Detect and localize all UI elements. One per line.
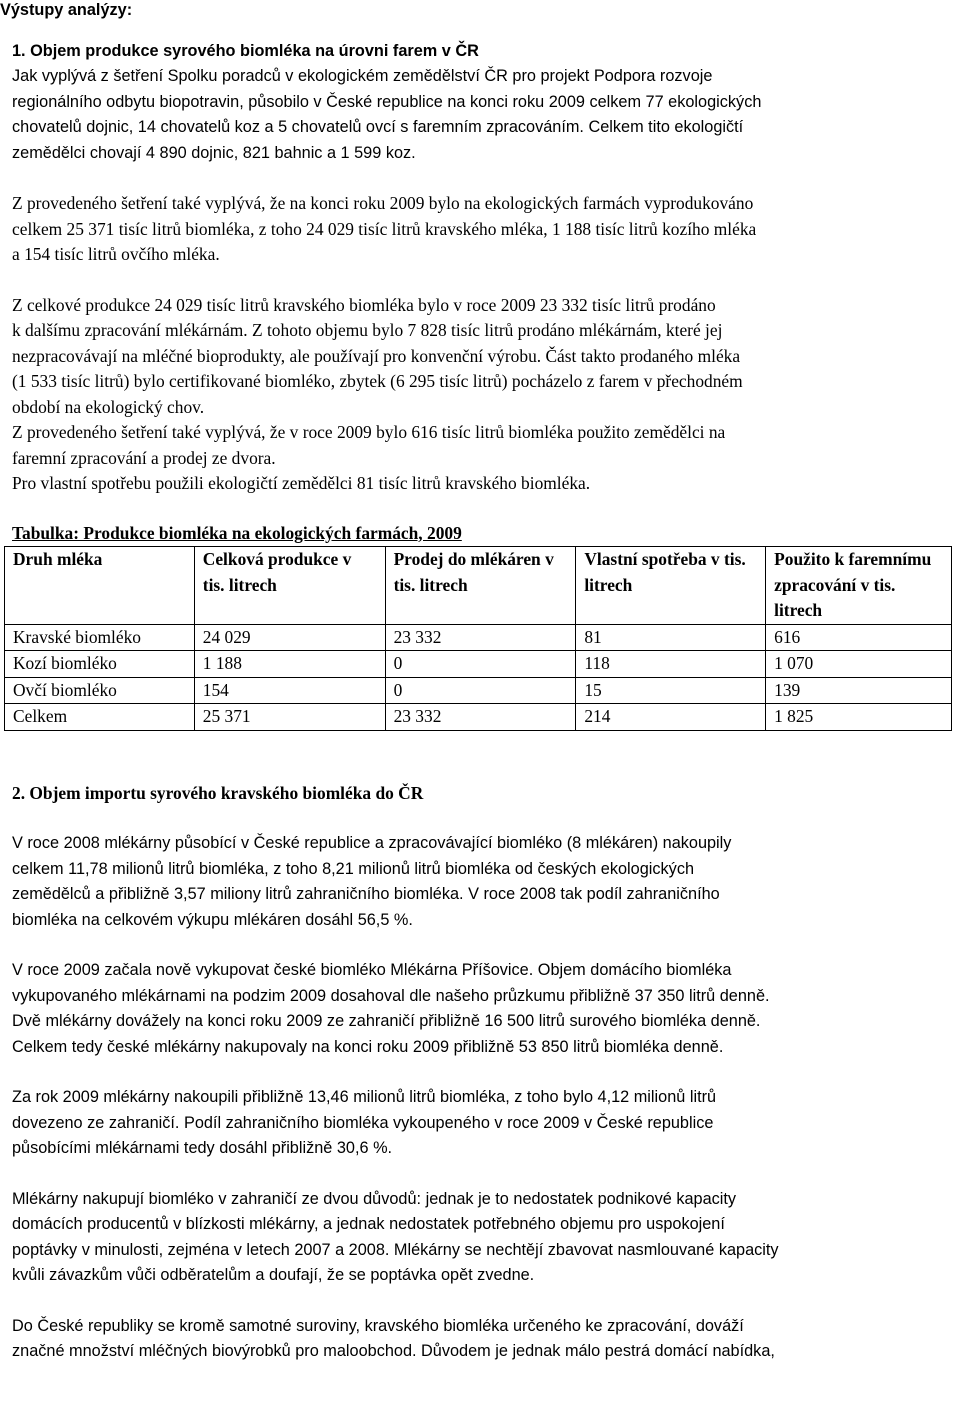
text-line: V roce 2008 mlékárny působící v České republice a zpracovávající biomléko (8 mlékáren) nakoupily bbox=[12, 834, 732, 852]
text-line: Z provedeného šetření také vyplývá, že v roce 2009 bylo 616 tisíc litrů biomléka použito zemědělci na bbox=[12, 422, 726, 442]
table-header-row bbox=[5, 547, 952, 625]
page-heading: Výstupy analýzy: bbox=[0, 1, 133, 19]
table-cell: 0 bbox=[385, 677, 576, 704]
paragraph-import-2008 bbox=[12, 831, 950, 933]
header-total: Celková produkce v tis. litrech bbox=[194, 547, 385, 625]
section-1-title: 1. Objem produkce syrového biomléka na úrovni farem v ČR bbox=[12, 41, 479, 60]
text-line: Dvě mlékárny dovážely na konci roku 2009 ze zahraničí přibližně 16 500 litrů surového biomléka denně. bbox=[12, 1012, 761, 1030]
table-cell: 81 bbox=[576, 624, 766, 651]
table-row bbox=[5, 704, 952, 731]
text-line: biomléka na celkovém výkupu mlékáren dosáhl 56,5 %. bbox=[12, 910, 413, 929]
table-cell: Celkem bbox=[5, 704, 195, 731]
text-line: zemědělců a přibližně 3,57 miliony litrů zahraničního biomléka. V roce 2008 tak podíl zahraničního bbox=[12, 885, 720, 903]
text-line: dovezeno ze zahraničí. Podíl zahraničního biomléka vykoupeného v roce 2009 v České republice bbox=[12, 1113, 714, 1132]
text-line: Z celkové produkce 24 029 tisíc litrů kravského biomléka bylo v roce 2009 23 332 tisíc litrů prodáno bbox=[12, 294, 716, 315]
table-row bbox=[5, 651, 952, 678]
header-sold-dairies: Prodej do mlékáren v tis. litrech bbox=[385, 547, 576, 625]
table-cell: 23 332 bbox=[385, 704, 576, 731]
text-line: k dalšímu zpracování mlékárnám. Z tohoto objemu bylo 7 828 tisíc litrů prodáno mlékárnám, které jej bbox=[12, 320, 723, 340]
table-cell: 23 332 bbox=[385, 624, 576, 651]
text-line: a 154 tisíc litrů ovčího mléka. bbox=[12, 244, 220, 264]
table-cell: Kravské biomléko bbox=[5, 624, 195, 651]
header-own-use: Vlastní spotřeba v tis. litrech bbox=[576, 547, 766, 625]
text-line: Celkem tedy české mlékárny nakupovaly na konci roku 2009 přibližně 53 850 litrů biomléka denně. bbox=[12, 1037, 724, 1056]
text-line: Jak vyplývá z šetření Spolku poradců v ekologickém zemědělství ČR pro projekt Podpora rozvoje bbox=[12, 67, 713, 85]
table-row bbox=[5, 624, 952, 651]
table-cell: 1 188 bbox=[194, 651, 385, 678]
text-line: celkem 11,78 milionů litrů biomléka, z toho 8,21 milionů litrů biomléka od českých ekologických bbox=[12, 859, 695, 878]
table-cell: 154 bbox=[194, 677, 385, 704]
text-line: Mlékárny nakupují biomléko v zahraničí ze dvou důvodů: jednak je to nedostatek podnikové kapacity bbox=[12, 1189, 737, 1208]
header-milk-type: Druh mléka bbox=[5, 547, 195, 625]
table-cell: 214 bbox=[576, 704, 766, 731]
text-line: vykupovaného mlékárnami na podzim 2009 dosahoval dle našeho průzkumu přibližně 37 350 litrů denně. bbox=[12, 986, 770, 1005]
section-1 bbox=[12, 39, 950, 167]
table-row bbox=[5, 677, 952, 704]
text-line: nezpracovávají na mléčné bioprodukty, ale používají pro konvenční výrobu. Část takto prodaného mléka bbox=[12, 345, 741, 366]
paragraph-sales bbox=[12, 293, 950, 497]
text-line: poptávky v minulosti, zejména v letech 2007 a 2008. Mlékárny se nechtějí zbavovat nasmlouvané kapacity bbox=[12, 1240, 779, 1259]
text-line: Pro vlastní spotřebu použili ekologičtí zemědělci 81 tisíc litrů kravského biomléka. bbox=[12, 473, 591, 493]
table-cell: 118 bbox=[576, 651, 766, 678]
section-2-title: 2. Objem importu syrového kravského biomléka do ČR bbox=[12, 782, 424, 803]
table-cell: 1 825 bbox=[766, 704, 952, 731]
table-cell: 1 070 bbox=[766, 651, 952, 678]
paragraph-import-2009 bbox=[12, 958, 950, 1060]
paragraph-production bbox=[12, 191, 950, 268]
text-line: faremní zpracování a prodej ze dvora. bbox=[12, 447, 276, 468]
table-cell: 15 bbox=[576, 677, 766, 704]
text-line: období na ekologický chov. bbox=[12, 396, 205, 417]
table-cell: Kozí biomléko bbox=[5, 651, 195, 678]
text-line: regionálního odbytu biopotravin, působilo v České republice na konci roku 2009 celkem 77 ekologických bbox=[12, 92, 762, 111]
table-cell: 0 bbox=[385, 651, 576, 678]
text-line: kvůli závazkům vůči odběratelům a doufají, že se poptávka opět zvedne. bbox=[12, 1266, 535, 1284]
text-line: Z provedeného šetření také vyplývá, že na konci roku 2009 bylo na ekologických farmách vyprodukováno bbox=[12, 193, 754, 213]
text-line: (1 533 tisíc litrů) bylo certifikované biomléko, zbytek (6 295 tisíc litrů) pocházelo z farem v přechodném bbox=[12, 371, 743, 391]
text-line: značné množství mléčných biovýrobků pro maloobchod. Důvodem je jednak málo pestrá domácí nabídka, bbox=[12, 1342, 775, 1360]
text-line: domácích producentů v blízkosti mlékárny, a jednak nedostatek potřebného objemu pro uspokojení bbox=[12, 1215, 725, 1233]
text-line: Za rok 2009 mlékárny nakoupili přibližně 13,46 milionů litrů biomléka, z toho bylo 4,12 milionů litrů bbox=[12, 1088, 717, 1106]
text-line: chovatelů dojnic, 14 chovatelů koz a 5 chovatelů ovcí s faremním zpracováním. Celkem tito ekologičtí bbox=[12, 118, 744, 136]
paragraph-reasons bbox=[12, 1187, 950, 1289]
text-line: Do České republiky se kromě samotné suroviny, kravského biomléka určeného ke zpracování, dováží bbox=[12, 1316, 744, 1335]
text-line: V roce 2009 začala nově vykupovat české biomléko Mlékárna Příšovice. Objem domácího biomléka bbox=[12, 961, 732, 979]
table-cell: 616 bbox=[766, 624, 952, 651]
text-line: působícími mlékárnami tedy dosáhl přibližně 30,6 %. bbox=[12, 1139, 393, 1157]
table-cell: 139 bbox=[766, 677, 952, 704]
text-line: zemědělci chovají 4 890 dojnic, 821 bahnic a 1 599 koz. bbox=[12, 143, 416, 162]
text-line: celkem 25 371 tisíc litrů biomléka, z toho 24 029 tisíc litrů kravského mléka, 1 188 tisíc litrů kozího mléka bbox=[12, 218, 757, 239]
paragraph-year-2009 bbox=[12, 1085, 950, 1162]
table-caption: Tabulka: Produkce biomléka na ekologických farmách, 2009 bbox=[12, 522, 462, 543]
table-cell: 25 371 bbox=[194, 704, 385, 731]
table-cell: Ovčí biomléko bbox=[5, 677, 195, 704]
paragraph-products-import bbox=[12, 1314, 950, 1365]
production-table bbox=[4, 546, 952, 731]
table-cell: 24 029 bbox=[194, 624, 385, 651]
header-farm-processing: Použito k faremnímu zpracování v tis. litrech bbox=[766, 547, 952, 625]
